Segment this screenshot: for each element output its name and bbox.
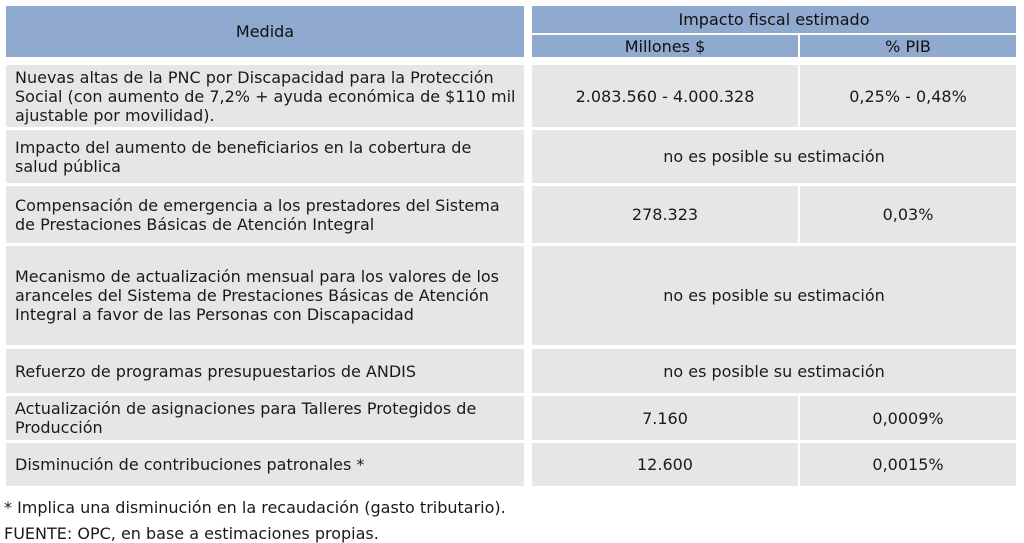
table-cell-pib: 0,03%	[800, 186, 1016, 243]
header-medida-label: Medida	[235, 22, 295, 41]
footnote: * Implica una disminución en la recaudación (gasto tributario).	[4, 498, 506, 517]
header-pib	[800, 35, 1016, 57]
table-cell-merged: no es posible su estimación	[532, 130, 1016, 183]
table-cell-millones: 2.083.560 - 4.000.328	[532, 65, 798, 127]
table-cell-pib: 0,25% - 0,48%	[800, 65, 1016, 127]
table-cell-millones: 7.160	[532, 396, 798, 440]
table-cell-millones: 12.600	[532, 443, 798, 486]
table-row-medida: Nuevas altas de la PNC por Discapacidad para la Protección Social (con aumento de 7,2% + ayuda económica de $110 mil ajustable por movilidad).	[6, 65, 524, 127]
header-impacto	[532, 6, 1016, 33]
table-cell-pib: 0,0009%	[800, 396, 1016, 440]
header-millones-label: Millones $	[624, 36, 706, 56]
header-impacto-label: Impacto fiscal estimado	[678, 10, 870, 29]
source-note: FUENTE: OPC, en base a estimaciones propias.	[4, 524, 379, 543]
table-row-medida: Mecanismo de actualización mensual para los valores de los aranceles del Sistema de Prestaciones Básicas de Atención Integral a favor de las Personas con Discapacidad	[6, 246, 524, 345]
header-millones	[532, 35, 798, 57]
table-cell-merged: no es posible su estimación	[532, 349, 1016, 393]
table-row-medida: Compensación de emergencia a los prestadores del Sistema de Prestaciones Básicas de Atención Integral	[6, 186, 524, 243]
table-cell-merged: no es posible su estimación	[532, 246, 1016, 345]
header-medida	[6, 6, 524, 57]
table-row-medida: Disminución de contribuciones patronales *	[6, 443, 524, 486]
table-cell-pib: 0,0015%	[800, 443, 1016, 486]
table-row-medida: Actualización de asignaciones para Talleres Protegidos de Producción	[6, 396, 524, 440]
header-pib-label: % PIB	[885, 36, 931, 56]
table-row-medida: Impacto del aumento de beneficiarios en la cobertura de salud pública	[6, 130, 524, 183]
table-row-medida: Refuerzo de programas presupuestarios de ANDIS	[6, 349, 524, 393]
table-cell-millones: 278.323	[532, 186, 798, 243]
